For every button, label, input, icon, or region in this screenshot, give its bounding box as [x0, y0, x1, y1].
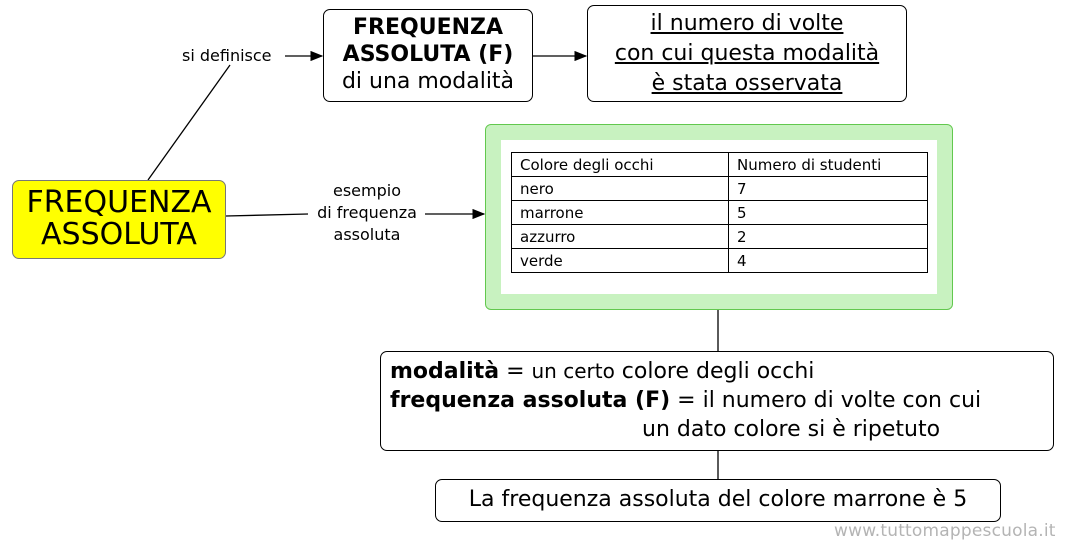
definition-node	[323, 9, 533, 102]
result-node: La frequenza assoluta del colore marrone è 5	[435, 479, 1001, 522]
cell-count: 2	[729, 225, 928, 249]
example-table-node	[485, 124, 953, 310]
cell-color: azzurro	[512, 225, 729, 249]
explanation-line-3: un dato colore si è ripetuto	[642, 417, 941, 442]
term-frequenza: frequenza assoluta (F)	[390, 388, 671, 413]
table-panel	[501, 140, 937, 294]
cell-color: nero	[512, 177, 729, 201]
term-modalita: modalità	[390, 359, 500, 384]
small-text: un certo	[531, 359, 615, 383]
table-row	[512, 225, 928, 249]
meaning-node	[587, 5, 907, 102]
root-line-1: FREQUENZA	[26, 185, 212, 220]
definition-line-3: di una modalità	[341, 69, 515, 94]
root-to-example-line	[226, 214, 308, 216]
cell-count: 4	[729, 249, 928, 273]
cell-count: 7	[729, 177, 928, 201]
meaning-line-1: il numero di volte	[650, 11, 844, 36]
root-concept-node	[12, 180, 226, 259]
table-row	[512, 177, 928, 201]
link-label-define: si definisce	[182, 46, 272, 65]
table-row	[512, 201, 928, 225]
meaning-line-2: con cui questa modalità	[614, 41, 880, 66]
example-line-2: di frequenza	[317, 203, 417, 222]
root-line-2: ASSOLUTA	[41, 217, 197, 252]
cell-count: 5	[729, 201, 928, 225]
example-line-3: assoluta	[333, 225, 401, 244]
root-to-define-line	[148, 65, 230, 180]
link-label-example	[300, 180, 434, 246]
explanation-line-2: frequenza assoluta (F) = il numero di volte con cui	[390, 388, 982, 413]
table-row	[512, 249, 928, 273]
table-header-row	[512, 153, 928, 177]
explanation-line-1: modalità = un certo colore degli occhi	[390, 359, 815, 384]
meaning-line-3: è stata osservata	[651, 71, 843, 96]
header-count: Numero di studenti	[729, 153, 928, 177]
definition-line-1: FREQUENZA	[353, 15, 503, 40]
watermark: www.tuttomappescuola.it	[834, 521, 1056, 541]
definition-line-2: ASSOLUTA (F)	[342, 42, 514, 67]
cell-color: verde	[512, 249, 729, 273]
header-color: Colore degli occhi	[512, 153, 729, 177]
explanation-node	[380, 351, 1054, 451]
eye-color-table	[511, 152, 928, 273]
example-line-1: esempio	[333, 181, 401, 200]
cell-color: marrone	[512, 201, 729, 225]
